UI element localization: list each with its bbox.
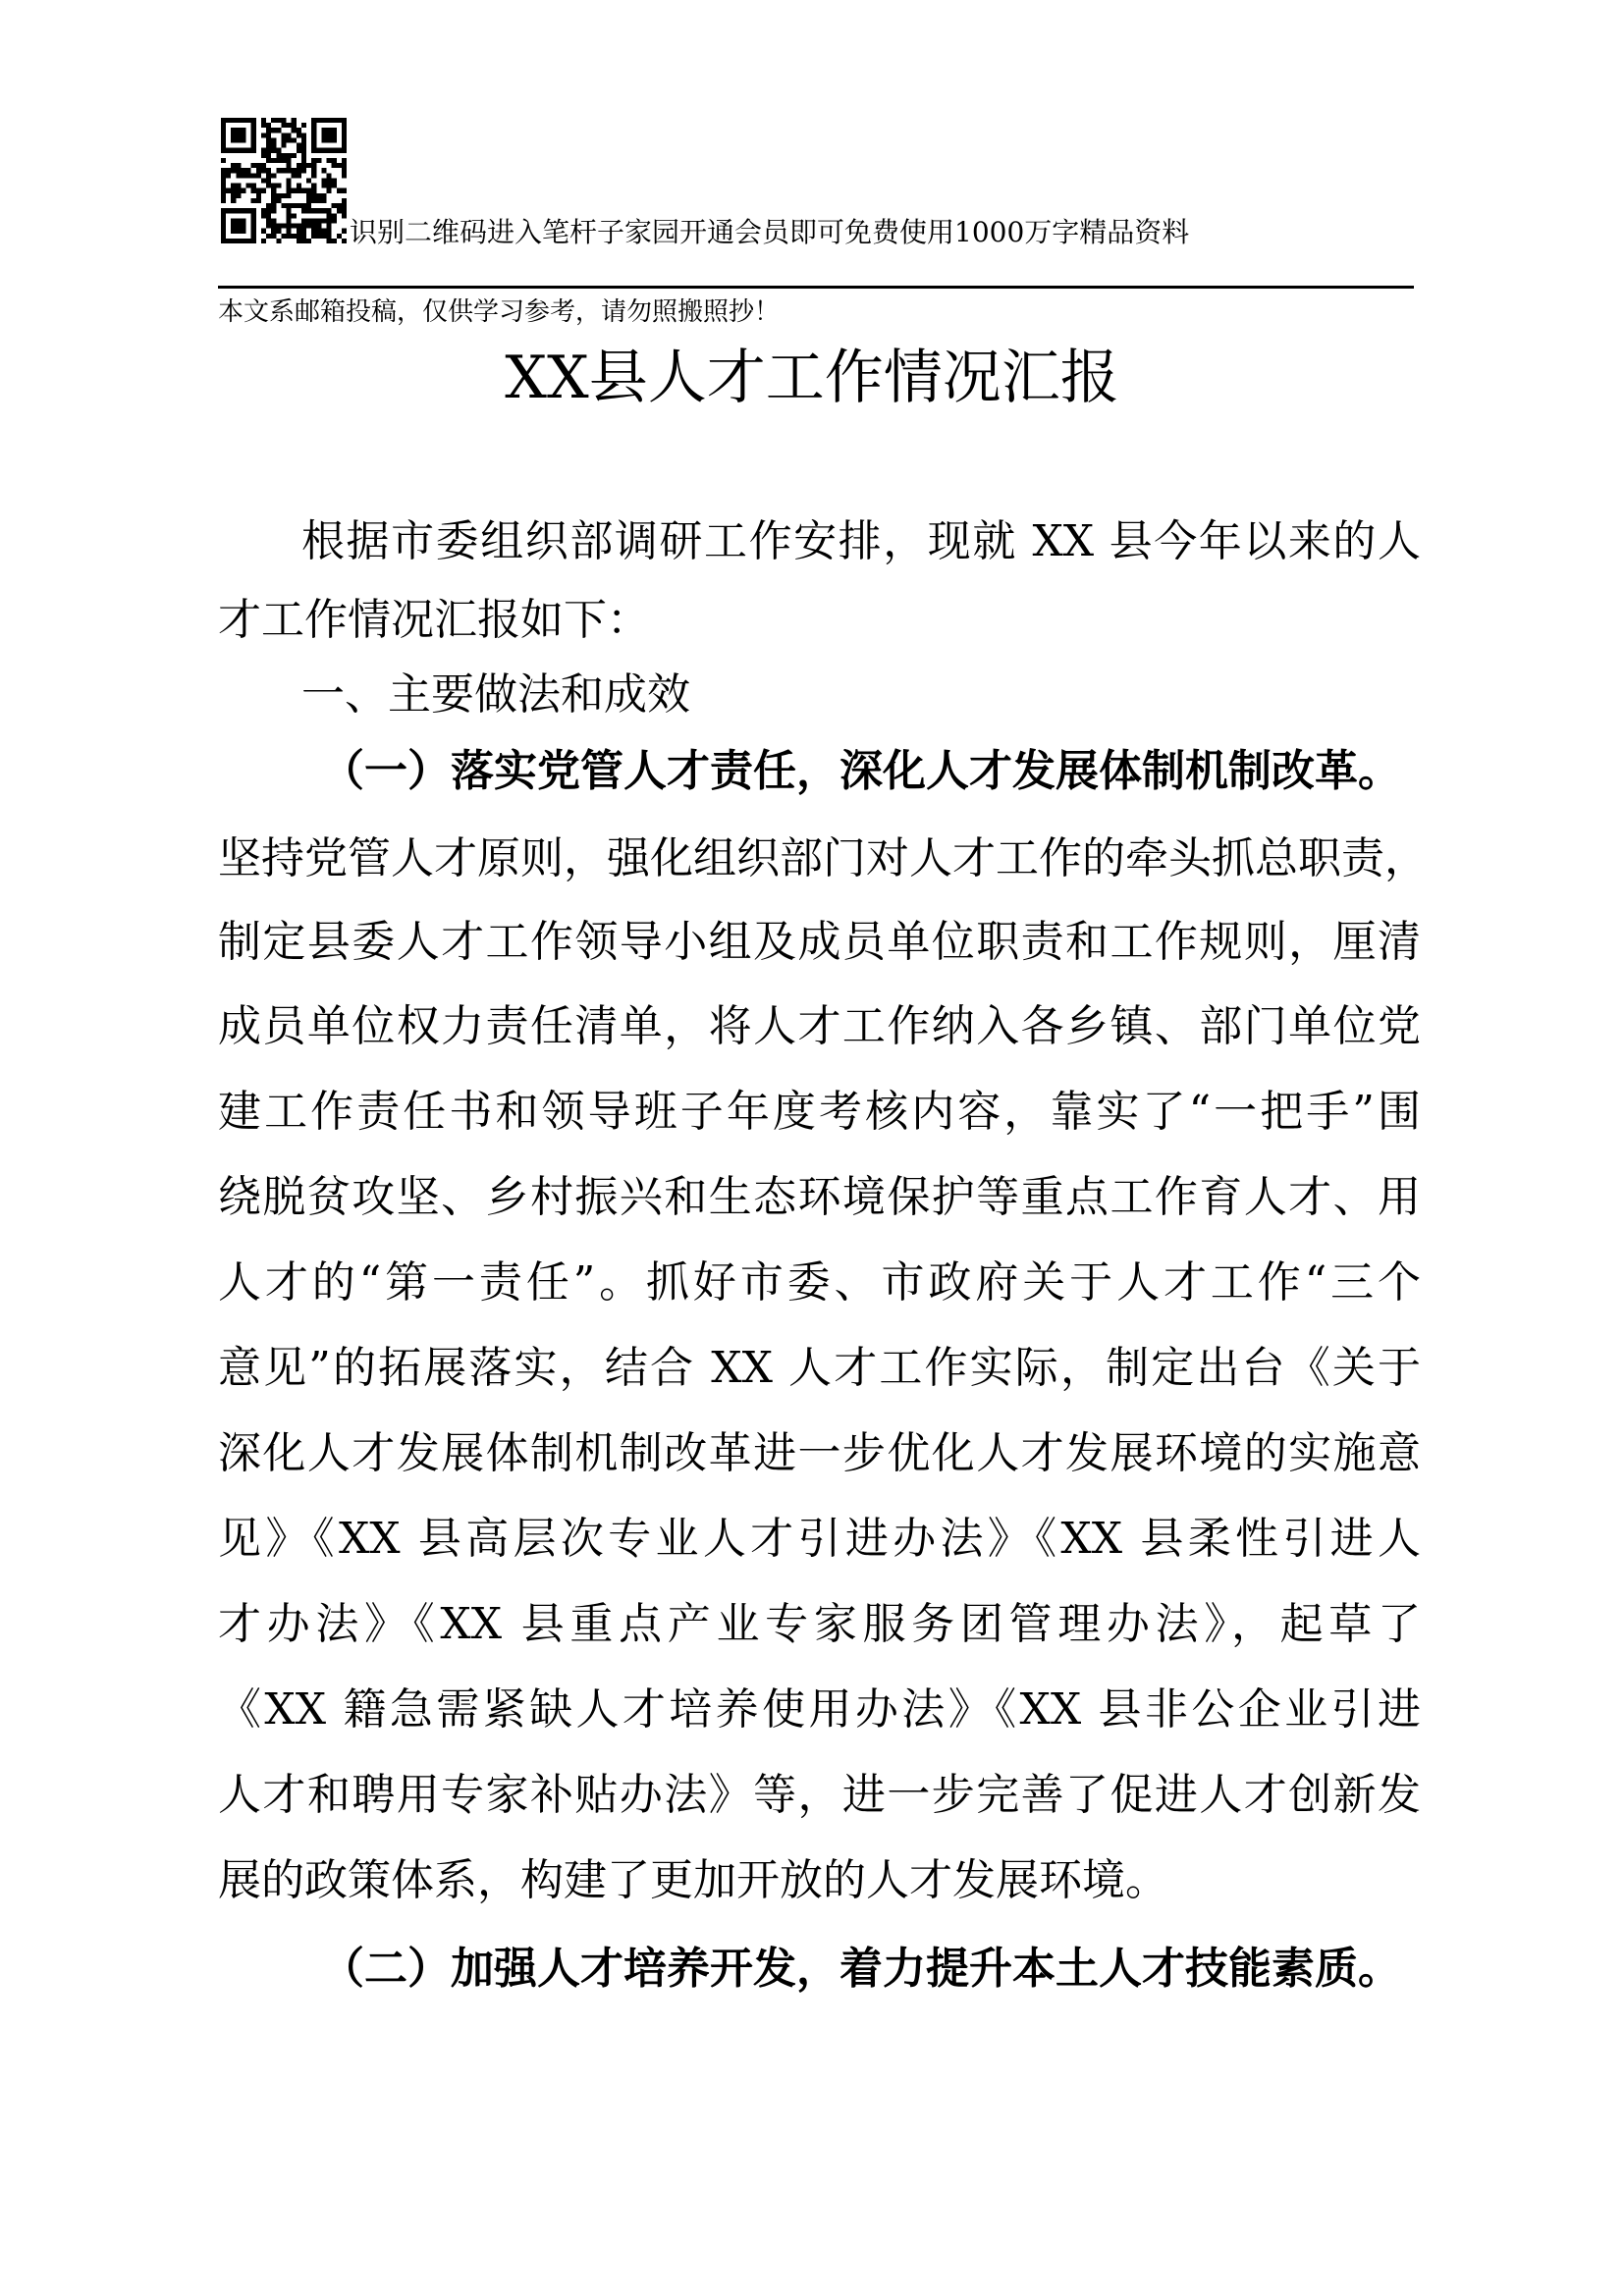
subheading: （二）加强人才培养开发，着力提升本土人才技能素质。 <box>321 1944 1401 1994</box>
paragraph-line: 人才和聘用专家补贴办法》等，进一步完善了促进人才创新发 <box>218 1770 1421 1820</box>
paragraph-line: 建工作责任书和领导班子年度考核内容，靠实了“一把手”围 <box>218 1087 1421 1137</box>
paragraph-line: 意见”的拓展落实，结合 XX 人才工作实际，制定出台《关于 <box>218 1343 1421 1393</box>
paragraph-line: 才办法》《XX 县重点产业专家服务团管理办法》，起草了 <box>218 1599 1421 1649</box>
qr-caption: 识别二维码进入笔杆子家园开通会员即可免费使用1000万字精品资料 <box>350 216 1190 248</box>
header-divider <box>218 286 1414 289</box>
heading: 一、主要做法和成效 <box>301 669 690 720</box>
paragraph-line: 成员单位权力责任清单，将人才工作纳入各乡镇、部门单位党 <box>218 1001 1421 1051</box>
paragraph-line: 展的政策体系，构建了更加开放的人才发展环境。 <box>218 1855 1168 1905</box>
paragraph-line: 深化人才发展体制机制改革进一步优化人才发展环境的实施意 <box>218 1428 1421 1478</box>
paragraph-line: 根据市委组织部调研工作安排，现就 XX 县今年以来的人 <box>301 516 1421 566</box>
paragraph-line: 绕脱贫攻坚、乡村振兴和生态环境保护等重点工作育人才、用 <box>218 1172 1421 1222</box>
copyright-notice: 本文系邮箱投稿，仅供学习参考，请勿照搬照抄！ <box>218 297 781 327</box>
paragraph-line: 坚持党管人才原则，强化组织部门对人才工作的牵头抓总职责， <box>218 833 1428 883</box>
qr-code-image <box>221 118 347 243</box>
paragraph-line: 《XX 籍急需紧缺人才培养使用办法》《XX 县非公企业引进 <box>218 1684 1421 1735</box>
paragraph-line: 人才的“第一责任”。抓好市委、市政府关于人才工作“三个 <box>218 1257 1421 1308</box>
paragraph-line: 见》《XX 县高层次专业人才引进办法》《XX 县柔性引进人 <box>218 1514 1421 1564</box>
subheading: （一）落实党管人才责任，深化人才发展体制机制改革。 <box>321 746 1401 796</box>
paragraph-line: 才工作情况汇报如下： <box>218 595 650 645</box>
document-title: XX县人才工作情况汇报 <box>505 344 1119 412</box>
paragraph-line: 制定县委人才工作领导小组及成员单位职责和工作规则，厘清 <box>218 917 1421 967</box>
